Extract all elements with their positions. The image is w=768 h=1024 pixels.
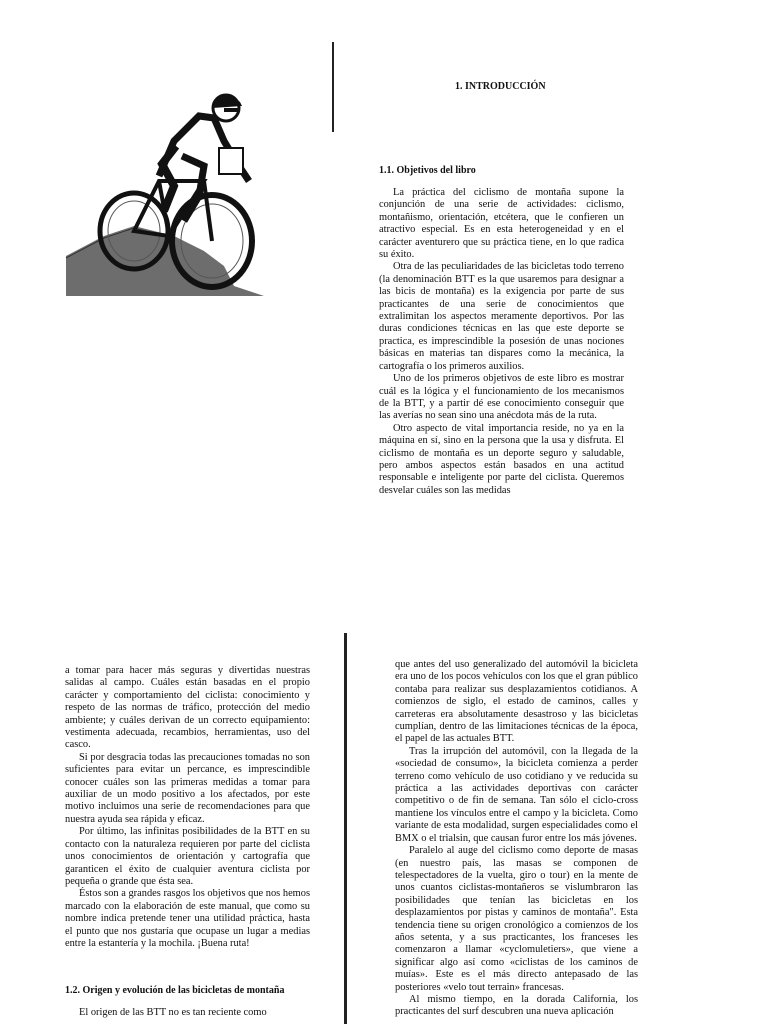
paragraph: que antes del uso generalizado del automóvil la bicicleta era uno de los pocos vehículos con los que el gran público contaba para realizar sus desplazamientos cotidianos. A comienzos de siglo, el estado de caminos, calles y carreteras era absolutamente desastroso y las bicicletas cumplían, dentro de las limitaciones técnicas de la época, el papel de las actuales BTT. bbox=[395, 659, 638, 745]
cyclist-illustration bbox=[64, 86, 264, 296]
page2-left-column bbox=[65, 665, 310, 950]
page2-left-last-paragraph bbox=[65, 1007, 310, 1019]
section-title: 1.2. Origen y evolución de las bicicletas de montaña bbox=[65, 985, 285, 996]
paragraph: Tras la irrupción del automóvil, con la llegada de la «sociedad de consumo», la bicicleta comienza a perder terreno como vehículo de uso cotidiano y ve reducida su práctica a las actividades deportivas con carácter competitivo o de fin de semana. Tan sólo el ciclo-cross mantiene los vínculos entre el campo y la bicicleta. Como variante de esta modalidad, surgen especialidades como el BMX o el trialsin, que causan furor entre los más jóvenes. bbox=[395, 745, 638, 844]
column-rule bbox=[344, 633, 347, 1024]
section-title: 1.1. Objetivos del libro bbox=[379, 165, 476, 176]
paragraph: a tomar para hacer más seguras y divertidas nuestras salidas al campo. Cuáles están basadas en el propio carácter y comportamiento del ciclista: conocimiento y respeto de las normas de tráfico, protección del medio ambiente; y cuáles derivan de un correcto equipamiento: vestimenta adecuada, recambios, herramientas, uso del casco. bbox=[65, 665, 310, 751]
paragraph: Al mismo tiempo, en la dorada California, los practicantes del surf descubren una nueva aplicación bbox=[395, 993, 638, 1018]
paragraph: Paralelo al auge del ciclismo como deporte de masas (en nuestro país, las masas se componen de telespectadores de la vuelta, giro o tour) en la mente de unos cuantos ciclistas-montañeros se vislumbraron las posibilidades que tenían las bicicletas en los desplazamientos por pistas y caminos de montaña". Esta tendencia tiene su origen cronológico a comienzos de los años setenta, y a sus practicantes, los franceses les comenzaron a llamar «cyclomuletiers», que viene a significar algo así como «ciclistas de los caminos de muías». Este es el más directo antepasado de las posteriores «velo tout terrain» francesas. bbox=[395, 845, 638, 993]
paragraph: La práctica del ciclismo de montaña supone la conjunción de una serie de actividades: ciclismo, montañismo, orientación, etcétera, que le confieren un atractivo especial. Es en esta heterogeneidad y en el carácter aventurero que su práctica tiene, en lo que radica su éxito. bbox=[379, 187, 624, 261]
paragraph: Otra de las peculiaridades de las bicicletas todo terreno (la denominación BTT es la que usaremos para designar a las bicis de montaña) es la exigencia por parte de sus practicantes de una serie de conocimientos que extralimitan los aspectos meramente deportivos. Por las duras condiciones técnicas en las que este deporte se practica, es imprescindible la posesión de unas nociones básicas en materias tan dispares como la mecánica, la cartografía o los primeros auxilios. bbox=[379, 261, 624, 372]
page2-right-column bbox=[395, 659, 638, 1019]
column-rule bbox=[332, 42, 334, 132]
paragraph: Otro aspecto de vital importancia reside, no ya en la máquina en sí, sino en la persona que la usa y disfruta. El ciclismo de montaña es un deporte seguro y saludable, pero ambos aspectos están basados en una actitud responsable e inteligente por parte del ciclista. Queremos desvelar cuáles son las medidas bbox=[379, 422, 624, 496]
paragraph: El origen de las BTT no es tan reciente como bbox=[79, 1007, 267, 1018]
paragraph: Éstos son a grandes rasgos los objetivos que nos hemos marcado con la elaboración de este manual, que como su nombre indica pretende tener una utilidad práctica, hasta el punto que nos gustaría que ocupase un lugar a medias entre la estantería y la mochila. ¡Buena ruta! bbox=[65, 888, 310, 949]
paragraph: Uno de los primeros objetivos de este libro es mostrar cuál es la lógica y el funcionamiento de los mecanismos de la BTT, y a partir dé ese conocimiento conseguir que las averías no sean sino una anécdota más de la ruta. bbox=[379, 373, 624, 422]
page1-text-column bbox=[379, 187, 624, 497]
paragraph: Por último, las infinitas posibilidades de la BTT en su contacto con la naturaleza requieren por parte del ciclista unos conocimientos de orientación y cartografía que garanticen el éxito de cualquier aventura ciclista por pequeña o grande que ésta sea. bbox=[65, 826, 310, 887]
chapter-title: 1. INTRODUCCIÓN bbox=[455, 81, 546, 92]
paragraph: Si por desgracia todas las precauciones tomadas no son suficientes para evitar un percance, es imprescindible conocer cuáles son las primeras medidas a tomar para auxiliar de un modo positivo a los afectados, por este motivo incluimos una serie de recomendaciones para que nuestra ayuda sea rápida y eficaz. bbox=[65, 751, 310, 825]
